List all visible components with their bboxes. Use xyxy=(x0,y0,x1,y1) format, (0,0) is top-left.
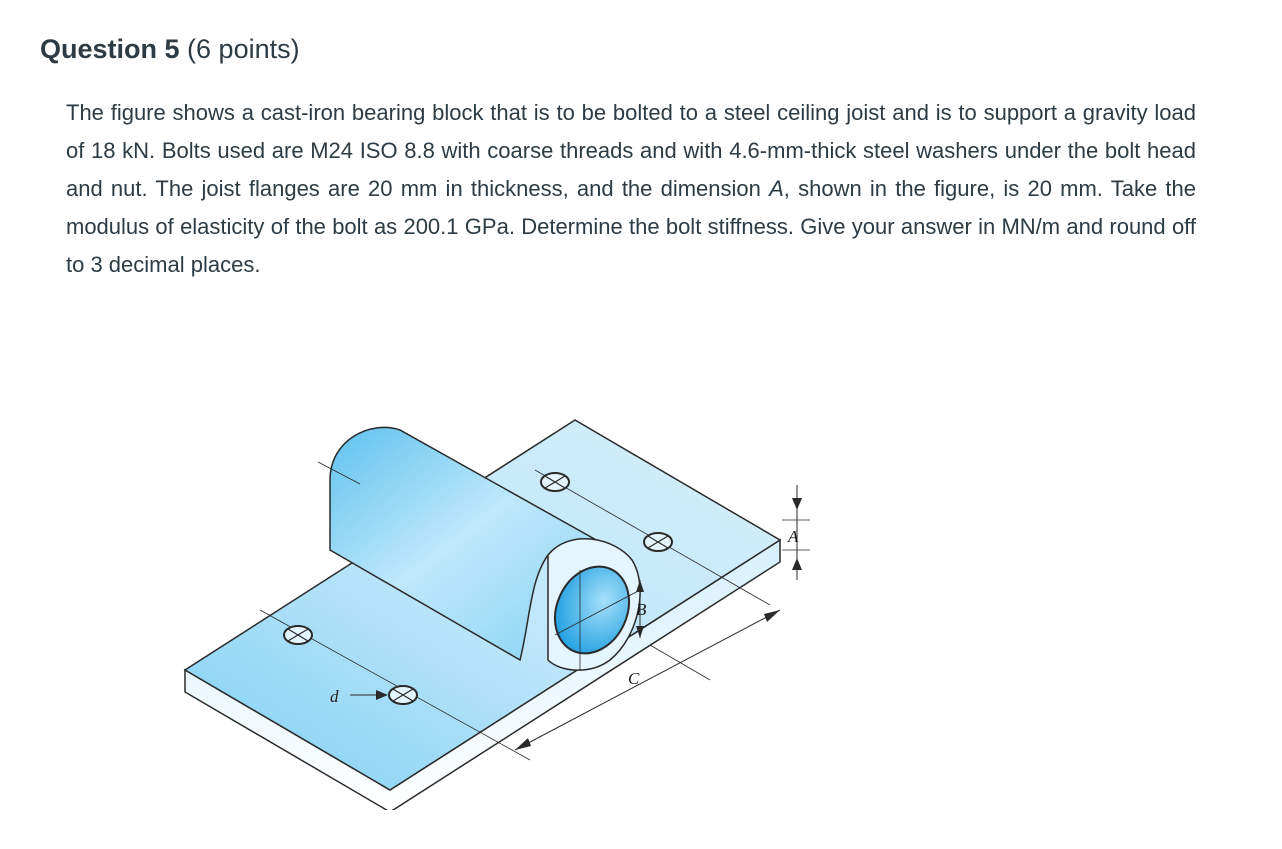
variable-a: A xyxy=(769,176,784,201)
bolt-hole-3 xyxy=(541,473,569,491)
bolt-hole-2 xyxy=(389,686,417,704)
bolt-hole-1 xyxy=(284,626,312,644)
bearing-block-drawing xyxy=(170,410,830,810)
question-text-part-1: The figure shows a cast-iron bearing block that is to be bolted to a steel ceiling joist and is to support a gravity load of 18 kN. Bolts used are M24 ISO 8.8 with coarse threads and with 4.6-mm-thick steel washers under the bolt head and nut. The joist flanges are 20 mm in thickness, and the dimension xyxy=(66,100,1196,201)
label-b: B xyxy=(636,600,647,619)
label-a: A xyxy=(788,527,799,546)
question-text xyxy=(66,94,1196,284)
bearing-block-figure xyxy=(170,410,830,810)
question-text-part-2: , shown in the figure, is 20 mm. Take the modulus of elasticity of the bolt as 200.1 GPa. Determine the bolt stiffness. Give your answer in MN/m and round off to 3 decimal places. xyxy=(66,176,1196,277)
question-header xyxy=(40,34,300,65)
question-points: (6 points) xyxy=(187,34,300,64)
label-d: d xyxy=(330,687,339,706)
bolt-hole-4 xyxy=(644,533,672,551)
question-title: Question 5 xyxy=(40,34,180,64)
label-c: C xyxy=(628,669,640,688)
